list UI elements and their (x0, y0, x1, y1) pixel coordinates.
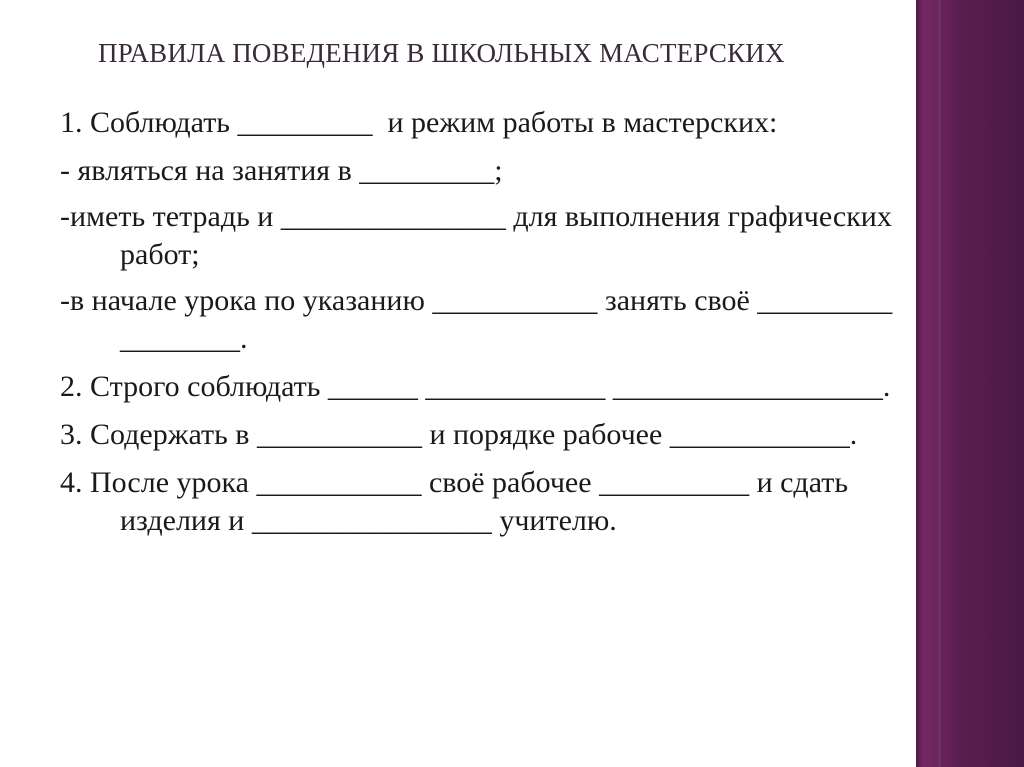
side-panel-stripe (938, 0, 941, 767)
rule-subitem-workplace: -в начале урока по указанию ___________ занять своё _________ ________. (60, 284, 900, 355)
slide-title: ПРАВИЛА ПОВЕДЕНИЯ В ШКОЛЬНЫХ МАСТЕРСКИХ (98, 38, 785, 68)
rule-item-2: 2. Строго соблюдать ______ ____________ __________________. (60, 370, 891, 403)
rules-list (60, 104, 900, 550)
decorative-side-panel (916, 0, 1024, 767)
rule-item-3: 3. Содержать в ___________ и порядке рабочее ____________. (60, 418, 858, 451)
rule-subitem-notebook: -иметь тетрадь и _______________ для выполнения графических работ; (60, 200, 900, 271)
rule-item-4: 4. После урока ___________ своё рабочее __________ и сдать изделия и ________________ учителю. (60, 466, 856, 537)
rule-item-1: 1. Соблюдать _________ и режим работы в мастерских: (60, 106, 778, 139)
rule-subitem-attendance: - являться на занятия в _________; (60, 154, 503, 187)
side-panel-shadow (916, 0, 924, 767)
